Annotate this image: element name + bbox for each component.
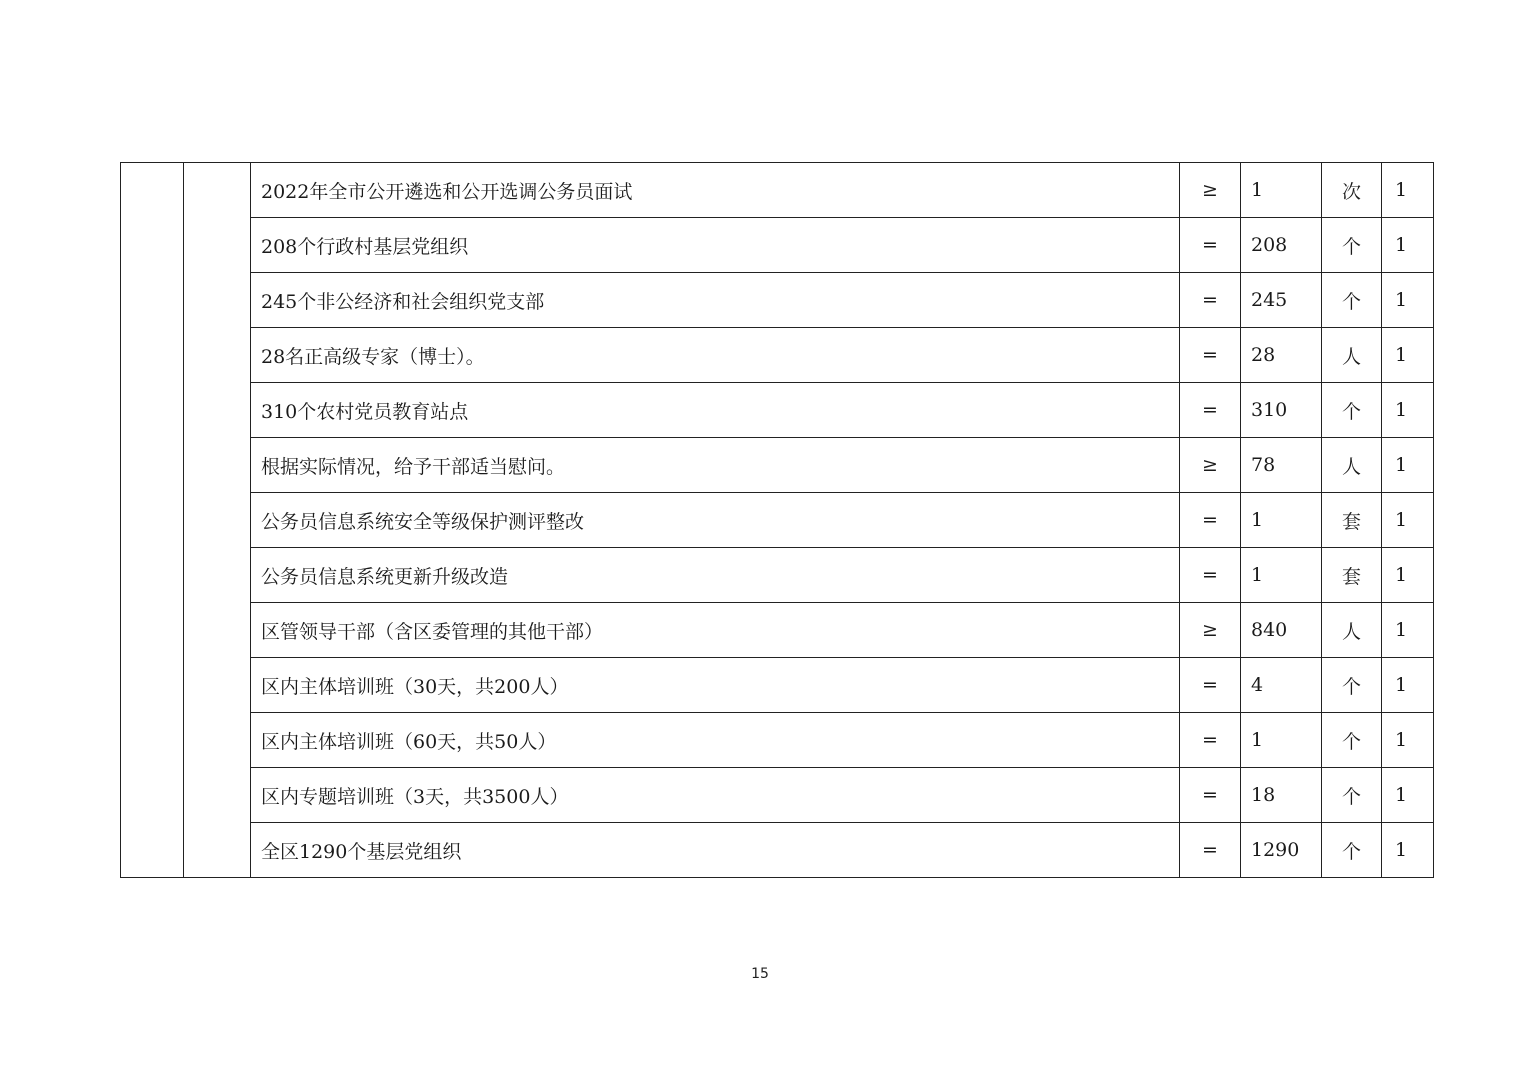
unit: 个 (1322, 658, 1382, 713)
unit: 套 (1322, 493, 1382, 548)
weight: 1 (1382, 438, 1434, 493)
indicator-name: 公务员信息系统安全等级保护测评整改 (251, 493, 1180, 548)
weight: 1 (1382, 493, 1434, 548)
weight: 1 (1382, 658, 1434, 713)
target-value: 1 (1241, 163, 1322, 218)
table-row (121, 768, 1434, 823)
table-row (121, 658, 1434, 713)
target-value: 1 (1241, 493, 1322, 548)
indicator-table-body (121, 163, 1434, 878)
target-value: 4 (1241, 658, 1322, 713)
indicator-name: 208个行政村基层党组织 (251, 218, 1180, 273)
unit: 个 (1322, 768, 1382, 823)
comparison-operator: = (1180, 713, 1241, 768)
indicator-name: 2022年全市公开遴选和公开选调公务员面试 (251, 163, 1180, 218)
comparison-operator: = (1180, 658, 1241, 713)
comparison-operator: = (1180, 768, 1241, 823)
table-row (121, 603, 1434, 658)
comparison-operator: = (1180, 823, 1241, 878)
table-row (121, 438, 1434, 493)
merged-subcategory-cell (184, 163, 251, 878)
weight: 1 (1382, 603, 1434, 658)
table-row (121, 823, 1434, 878)
target-value: 1290 (1241, 823, 1322, 878)
unit: 个 (1322, 713, 1382, 768)
target-value: 208 (1241, 218, 1322, 273)
table-row (121, 548, 1434, 603)
weight: 1 (1382, 823, 1434, 878)
target-value: 28 (1241, 328, 1322, 383)
target-value: 1 (1241, 713, 1322, 768)
weight: 1 (1382, 328, 1434, 383)
indicator-name: 公务员信息系统更新升级改造 (251, 548, 1180, 603)
table-row (121, 218, 1434, 273)
weight: 1 (1382, 383, 1434, 438)
comparison-operator: = (1180, 383, 1241, 438)
unit: 个 (1322, 383, 1382, 438)
target-value: 18 (1241, 768, 1322, 823)
comparison-operator: = (1180, 328, 1241, 383)
indicator-name: 区内专题培训班（3天，共3500人） (251, 768, 1180, 823)
unit: 个 (1322, 218, 1382, 273)
unit: 人 (1322, 438, 1382, 493)
indicator-name: 区内主体培训班（30天，共200人） (251, 658, 1180, 713)
weight: 1 (1382, 163, 1434, 218)
unit: 次 (1322, 163, 1382, 218)
comparison-operator: ≥ (1180, 163, 1241, 218)
unit: 个 (1322, 823, 1382, 878)
comparison-operator: = (1180, 548, 1241, 603)
indicator-table (120, 162, 1434, 878)
indicator-name: 区内主体培训班（60天，共50人） (251, 713, 1180, 768)
target-value: 310 (1241, 383, 1322, 438)
indicator-name: 区管领导干部（含区委管理的其他干部） (251, 603, 1180, 658)
comparison-operator: ≥ (1180, 603, 1241, 658)
table-row (121, 163, 1434, 218)
merged-category-cell (121, 163, 184, 878)
weight: 1 (1382, 273, 1434, 328)
indicator-name: 310个农村党员教育站点 (251, 383, 1180, 438)
table-row (121, 328, 1434, 383)
page-number: 15 (751, 966, 769, 982)
weight: 1 (1382, 548, 1434, 603)
indicator-name: 28名正高级专家（博士）。 (251, 328, 1180, 383)
comparison-operator: ≥ (1180, 438, 1241, 493)
table-row (121, 713, 1434, 768)
unit: 人 (1322, 603, 1382, 658)
unit: 套 (1322, 548, 1382, 603)
unit: 个 (1322, 273, 1382, 328)
indicator-name: 根据实际情况，给予干部适当慰问。 (251, 438, 1180, 493)
comparison-operator: = (1180, 273, 1241, 328)
target-value: 840 (1241, 603, 1322, 658)
comparison-operator: = (1180, 218, 1241, 273)
weight: 1 (1382, 713, 1434, 768)
indicator-name: 全区1290个基层党组织 (251, 823, 1180, 878)
comparison-operator: = (1180, 493, 1241, 548)
target-value: 78 (1241, 438, 1322, 493)
table-row (121, 273, 1434, 328)
target-value: 245 (1241, 273, 1322, 328)
table-row (121, 493, 1434, 548)
target-value: 1 (1241, 548, 1322, 603)
table-row (121, 383, 1434, 438)
indicator-name: 245个非公经济和社会组织党支部 (251, 273, 1180, 328)
unit: 人 (1322, 328, 1382, 383)
weight: 1 (1382, 768, 1434, 823)
weight: 1 (1382, 218, 1434, 273)
